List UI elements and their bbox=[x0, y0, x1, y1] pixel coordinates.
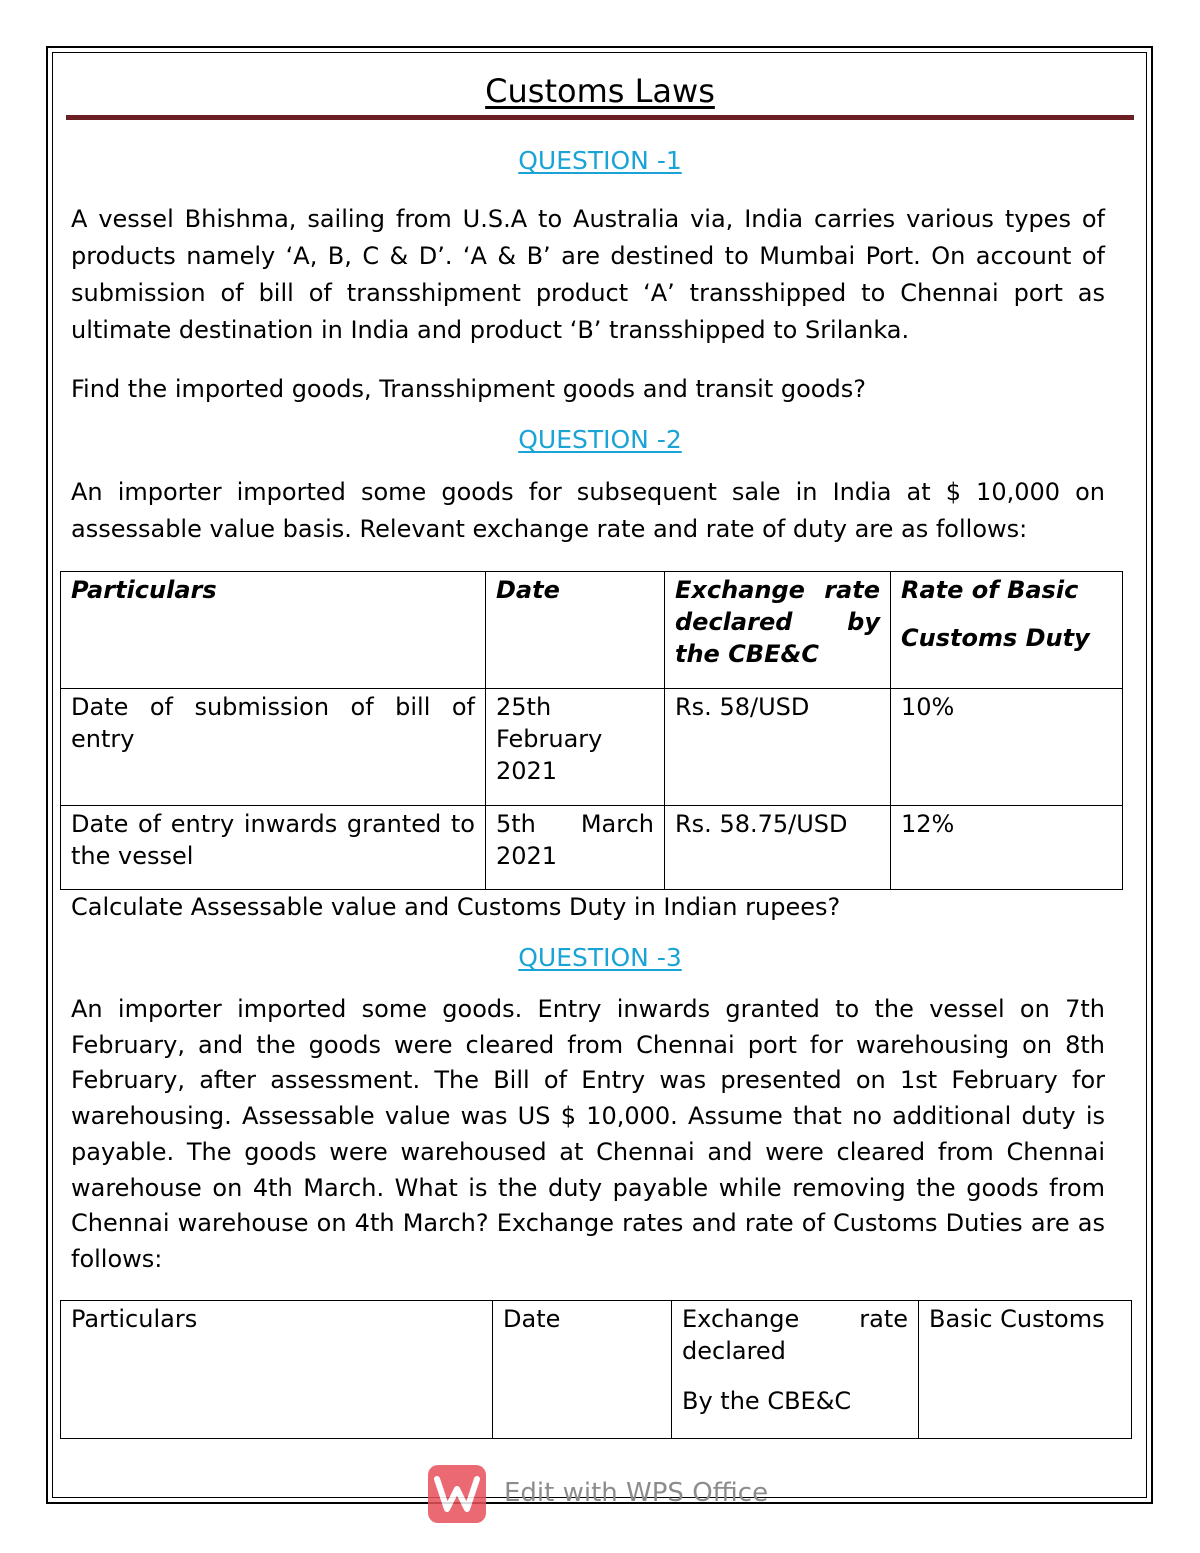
header-exchange-line-3: By the CBE&C bbox=[682, 1387, 852, 1415]
header-rate-line-1: Rate of Basic bbox=[901, 576, 1079, 604]
header-rate-line-2: Customs Duty bbox=[901, 624, 1090, 652]
row-1-date: 25th February 2021 bbox=[486, 689, 665, 806]
question-1-heading: QUESTION -1 bbox=[518, 146, 682, 175]
question-2-heading: QUESTION -2 bbox=[518, 425, 682, 454]
question-3-heading: QUESTION -3 bbox=[518, 943, 682, 972]
header-rate-of-duty bbox=[891, 572, 1123, 689]
question-2-text: An importer imported some goods for subsequent sale in India at $ 10,000 on assessable value basis. Relevant exchange rate and rate of duty are as follows: bbox=[71, 478, 1105, 543]
header-exchange-line-2: declared bbox=[682, 1337, 786, 1365]
row-1-duty-rate: 10% bbox=[891, 689, 1123, 806]
table-header-row bbox=[61, 1301, 1132, 1439]
question-1-prompt: Find the imported goods, Transshipment goods and transit goods? bbox=[71, 375, 866, 403]
row-1-exchange-rate: Rs. 58/USD bbox=[665, 689, 891, 806]
document-title: Customs Laws bbox=[485, 72, 715, 110]
question-2-prompt: Calculate Assessable value and Customs Duty in Indian rupees? bbox=[71, 893, 841, 921]
header-exchange-rate: Exchange rate declared by the CBE&C bbox=[665, 572, 891, 689]
header-basic-customs: Basic Customs bbox=[919, 1301, 1132, 1439]
wps-office-logo-icon bbox=[428, 1465, 486, 1523]
table-row bbox=[61, 806, 1123, 890]
row-1-particulars: Date of submission of bill of entry bbox=[61, 689, 486, 806]
row-2-date: 5th March 2021 bbox=[486, 806, 665, 890]
title-underline-rule bbox=[66, 115, 1134, 120]
header-exchange-rate bbox=[672, 1301, 919, 1439]
row-2-duty-rate: 12% bbox=[891, 806, 1123, 890]
row-2-exchange-rate: Rs. 58.75/USD bbox=[665, 806, 891, 890]
header-date: Date bbox=[493, 1301, 672, 1439]
table-header-row bbox=[61, 572, 1123, 689]
header-exchange-line-1: Exchange rate bbox=[682, 1305, 908, 1333]
question-3-text: An importer imported some goods. Entry inwards granted to the vessel on 7th February, and the goods were cleared from Chennai port for warehousing on 8th February, after assessment. The Bill of Entry was presented on 1st February for warehousing. Assessable value was US $ 10,000. Assume that no additional duty is payable. The goods were warehoused at Chennai and were cleared from Chennai warehouse on 4th March. What is the duty payable while removing the goods from Chennai warehouse on 4th March? Exchange rates and rate of Customs Duties are as follows: bbox=[71, 995, 1105, 1273]
question-3-rate-table bbox=[60, 1300, 1132, 1439]
row-2-particulars: Date of entry inwards granted to the vessel bbox=[61, 806, 486, 890]
question-2-rate-table bbox=[60, 571, 1123, 890]
wps-watermark-text: Edit with WPS Office bbox=[504, 1478, 769, 1508]
table-row bbox=[61, 689, 1123, 806]
header-particulars: Particulars bbox=[61, 572, 486, 689]
header-particulars: Particulars bbox=[61, 1301, 493, 1439]
header-date: Date bbox=[486, 572, 665, 689]
question-1-text: A vessel Bhishma, sailing from U.S.A to Australia via, India carries various types of products namely ‘A, B, C & D’. ‘A & B’ are destined to Mumbai Port. On account of submission of bill of transshipment product ‘A’ transshipped to Chennai port as ultimate destination in India and product ‘B’ transshipped to Srilanka. bbox=[71, 205, 1105, 344]
